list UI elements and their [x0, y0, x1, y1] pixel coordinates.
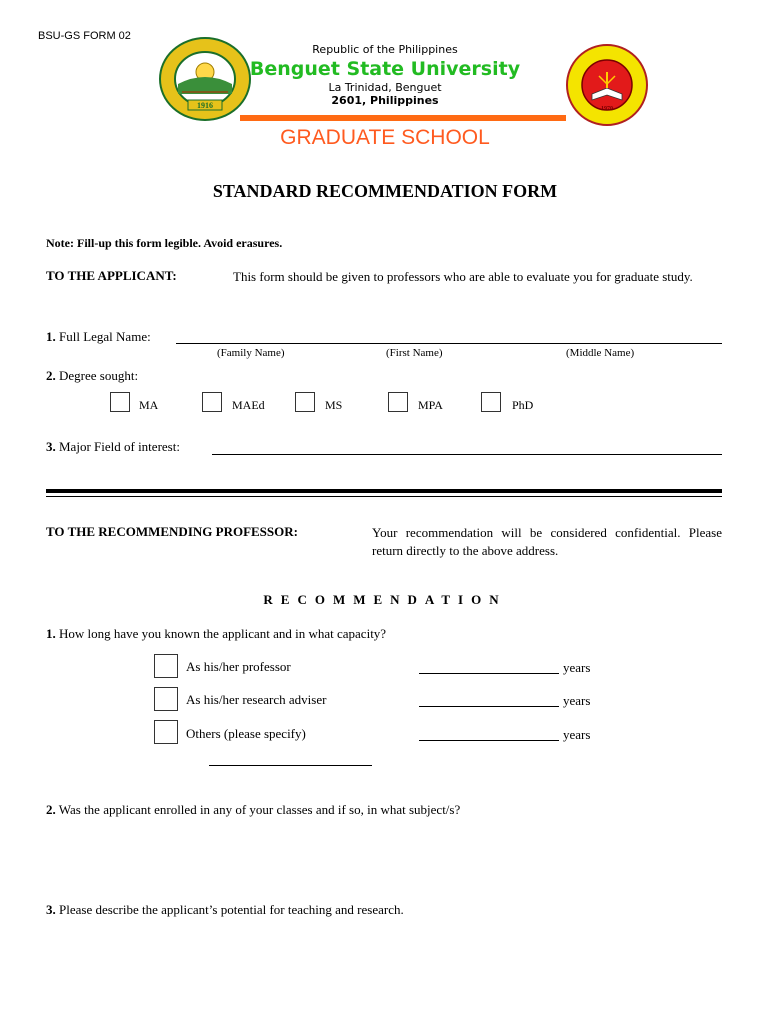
- capacity-checkbox-professor[interactable]: [154, 654, 178, 678]
- major-text: Major Field of interest:: [55, 439, 180, 454]
- degree-option-ms: MS: [325, 398, 343, 412]
- degree-checkbox-phd[interactable]: [481, 392, 501, 412]
- degree-option-mpa: MPA: [418, 398, 443, 412]
- capacity-label-adviser: As his/her research adviser: [186, 692, 327, 707]
- degree-number: 2.: [46, 368, 56, 383]
- professor-heading: TO THE RECOMMENDING PROFESSOR:: [46, 524, 298, 539]
- years-label-adviser: years: [563, 693, 591, 708]
- question-1-number: 1.: [46, 626, 56, 641]
- full-name-number: 1.: [46, 329, 56, 344]
- capacity-label-others: Others (please specify): [186, 726, 306, 741]
- form-note: Note: Fill-up this form legible. Avoid erasures.: [46, 236, 283, 250]
- question-3-text: Please describe the applicant’s potential for teaching and research.: [55, 902, 404, 917]
- full-name-label: [46, 329, 151, 345]
- family-name-caption: (Family Name): [217, 347, 285, 359]
- years-field-others[interactable]: [419, 740, 559, 741]
- question-2-text: Was the applicant enrolled in any of your classes and if so, in what subject/s?: [55, 802, 461, 817]
- degree-checkbox-mpa[interactable]: [388, 392, 408, 412]
- professor-instructions: Your recommendation will be considered confidential. Please return directly to the above address.: [372, 525, 722, 558]
- major-field-input[interactable]: [212, 454, 722, 455]
- degree-text: Degree sought:: [55, 368, 139, 383]
- question-2: [46, 802, 460, 818]
- question-1: [46, 626, 386, 642]
- degree-checkbox-ms[interactable]: [295, 392, 315, 412]
- section-divider-thin: [46, 496, 722, 497]
- university-name: Benguet State University: [249, 58, 521, 80]
- full-name-text: Full Legal Name:: [55, 329, 151, 344]
- question-3: [46, 902, 404, 918]
- major-field-label: [46, 439, 180, 455]
- applicant-heading: TO THE APPLICANT:: [46, 268, 177, 283]
- recommendation-heading: RECOMMENDATION: [263, 592, 507, 607]
- question-3-number: 3.: [46, 902, 56, 917]
- form-code: BSU-GS FORM 02: [38, 30, 131, 42]
- full-name-field[interactable]: [176, 343, 722, 344]
- section-divider-thick: [46, 489, 722, 493]
- years-field-professor[interactable]: [419, 673, 559, 674]
- gs-seal-year: 1970: [601, 106, 613, 112]
- capacity-checkbox-others[interactable]: [154, 720, 178, 744]
- degree-checkbox-ma[interactable]: [110, 392, 130, 412]
- zip-line: 2601, Philippines: [331, 94, 439, 107]
- applicant-instructions: This form should be given to professors who are able to evaluate you for graduate study.: [233, 269, 693, 284]
- school-name: GRADUATE SCHOOL: [280, 126, 490, 149]
- degree-label: [46, 368, 138, 384]
- years-label-professor: years: [563, 660, 591, 675]
- city-line: La Trinidad, Benguet: [328, 81, 442, 94]
- republic-line: Republic of the Philippines: [312, 43, 458, 56]
- degree-option-ma: MA: [139, 398, 159, 412]
- first-name-caption: (First Name): [386, 347, 443, 359]
- capacity-label-professor: As his/her professor: [186, 659, 291, 674]
- capacity-checkbox-adviser[interactable]: [154, 687, 178, 711]
- form-title: STANDARD RECOMMENDATION FORM: [212, 181, 558, 201]
- bsu-seal-year: 1916: [197, 101, 213, 110]
- degree-option-phd: PhD: [512, 398, 534, 412]
- header-divider-bar: [240, 115, 566, 121]
- question-1-text: How long have you known the applicant and in what capacity?: [55, 626, 387, 641]
- question-2-number: 2.: [46, 802, 56, 817]
- middle-name-caption: (Middle Name): [566, 347, 635, 359]
- major-number: 3.: [46, 439, 56, 454]
- others-specify-field[interactable]: [209, 765, 372, 766]
- degree-option-maed: MAEd: [232, 398, 265, 412]
- years-label-others: years: [563, 727, 591, 742]
- degree-checkbox-maed[interactable]: [202, 392, 222, 412]
- years-field-adviser[interactable]: [419, 706, 559, 707]
